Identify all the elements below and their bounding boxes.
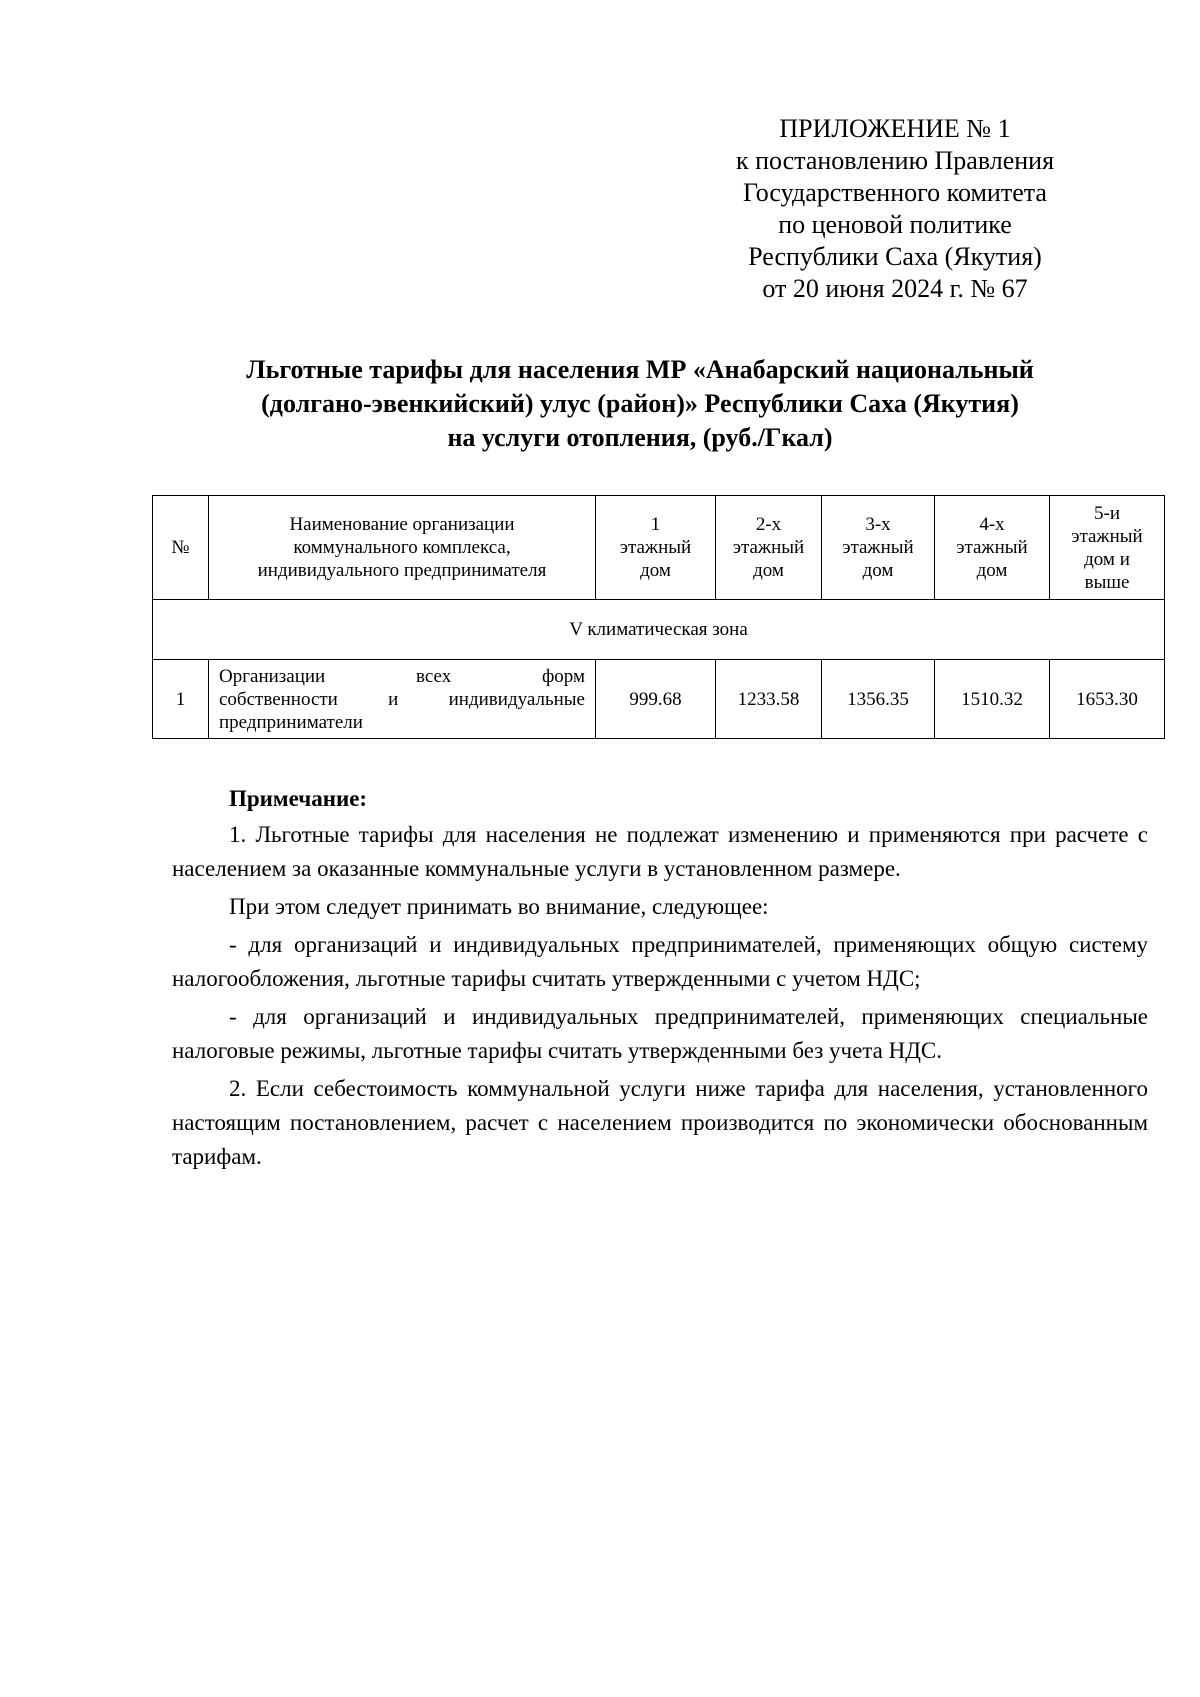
row-organization-name: Организации всех форм собственности и индивидуальные предприниматели [209,660,596,739]
tariff-5-floor-and-above: 1653.30 [1050,660,1165,739]
table-row [153,660,1165,739]
title-line: на услуги отопления, (руб./Гкал) [447,423,833,452]
climate-zone-row [153,600,1165,660]
appendix-line: к постановлению Правления [735,146,1055,175]
note-paragraph: При этом следует принимать во внимание, следующее: [229,894,769,919]
appendix-date: от 20 июня 2024 г. № 67 [762,274,1028,303]
appendix-line: Государственного комитета [743,178,1047,207]
appendix-line: Республики Саха (Якутия) [748,242,1042,271]
header-2-floor: 2-х этажный дом [716,496,822,600]
header-5-floor-and-above: 5-и этажный дом и выше [1050,496,1165,600]
note-title: Примечание: [229,786,368,811]
tariff-table [152,495,1165,739]
climate-zone-label: V климатическая зона [153,600,1165,660]
header-organization-name: Наименование организации коммунального комплекса, индивидуального предпринимателя [209,496,596,600]
appendix-header [720,113,1070,305]
title-line: (долгано-эвенкийский) улус (район)» Республики Саха (Якутия) [261,389,1019,418]
note-paragraph: 2. Если себестоимость коммунальной услуги ниже тарифа для населения, установленного настоящим постановлением, расчет с населением производится по экономически обоснованным тарифам. [172,1076,1148,1169]
tariff-4-floor: 1510.32 [935,660,1050,739]
table-header-row [153,496,1165,600]
header-number: № [153,496,209,600]
appendix-title: ПРИЛОЖЕНИЕ № 1 [779,114,1011,143]
title-line: Льготные тарифы для населения МР «Анабарский национальный [246,355,1034,384]
tariff-2-floor: 1233.58 [716,660,822,739]
tariff-3-floor: 1356.35 [822,660,935,739]
note-paragraph: 1. Льготные тарифы для населения не подлежат изменению и применяются при расчете с населением за оказанные коммунальные услуги в установленном размере. [172,822,1148,881]
note-section [172,782,1148,1178]
row-number: 1 [153,660,209,739]
header-3-floor: 3-х этажный дом [822,496,935,600]
note-paragraph: - для организаций и индивидуальных предпринимателей, применяющих общую систему налогообложения, льготные тарифы считать утвержденными с учетом НДС; [172,932,1148,991]
note-paragraph: - для организаций и индивидуальных предпринимателей, применяющих специальные налоговые режимы, льготные тарифы считать утвержденными без учета НДС. [172,1004,1148,1063]
appendix-line: по ценовой политике [778,210,1012,239]
header-4-floor: 4-х этажный дом [935,496,1050,600]
document-title [150,353,1130,455]
tariff-1-floor: 999.68 [596,660,716,739]
header-1-floor: 1 этажный дом [596,496,716,600]
